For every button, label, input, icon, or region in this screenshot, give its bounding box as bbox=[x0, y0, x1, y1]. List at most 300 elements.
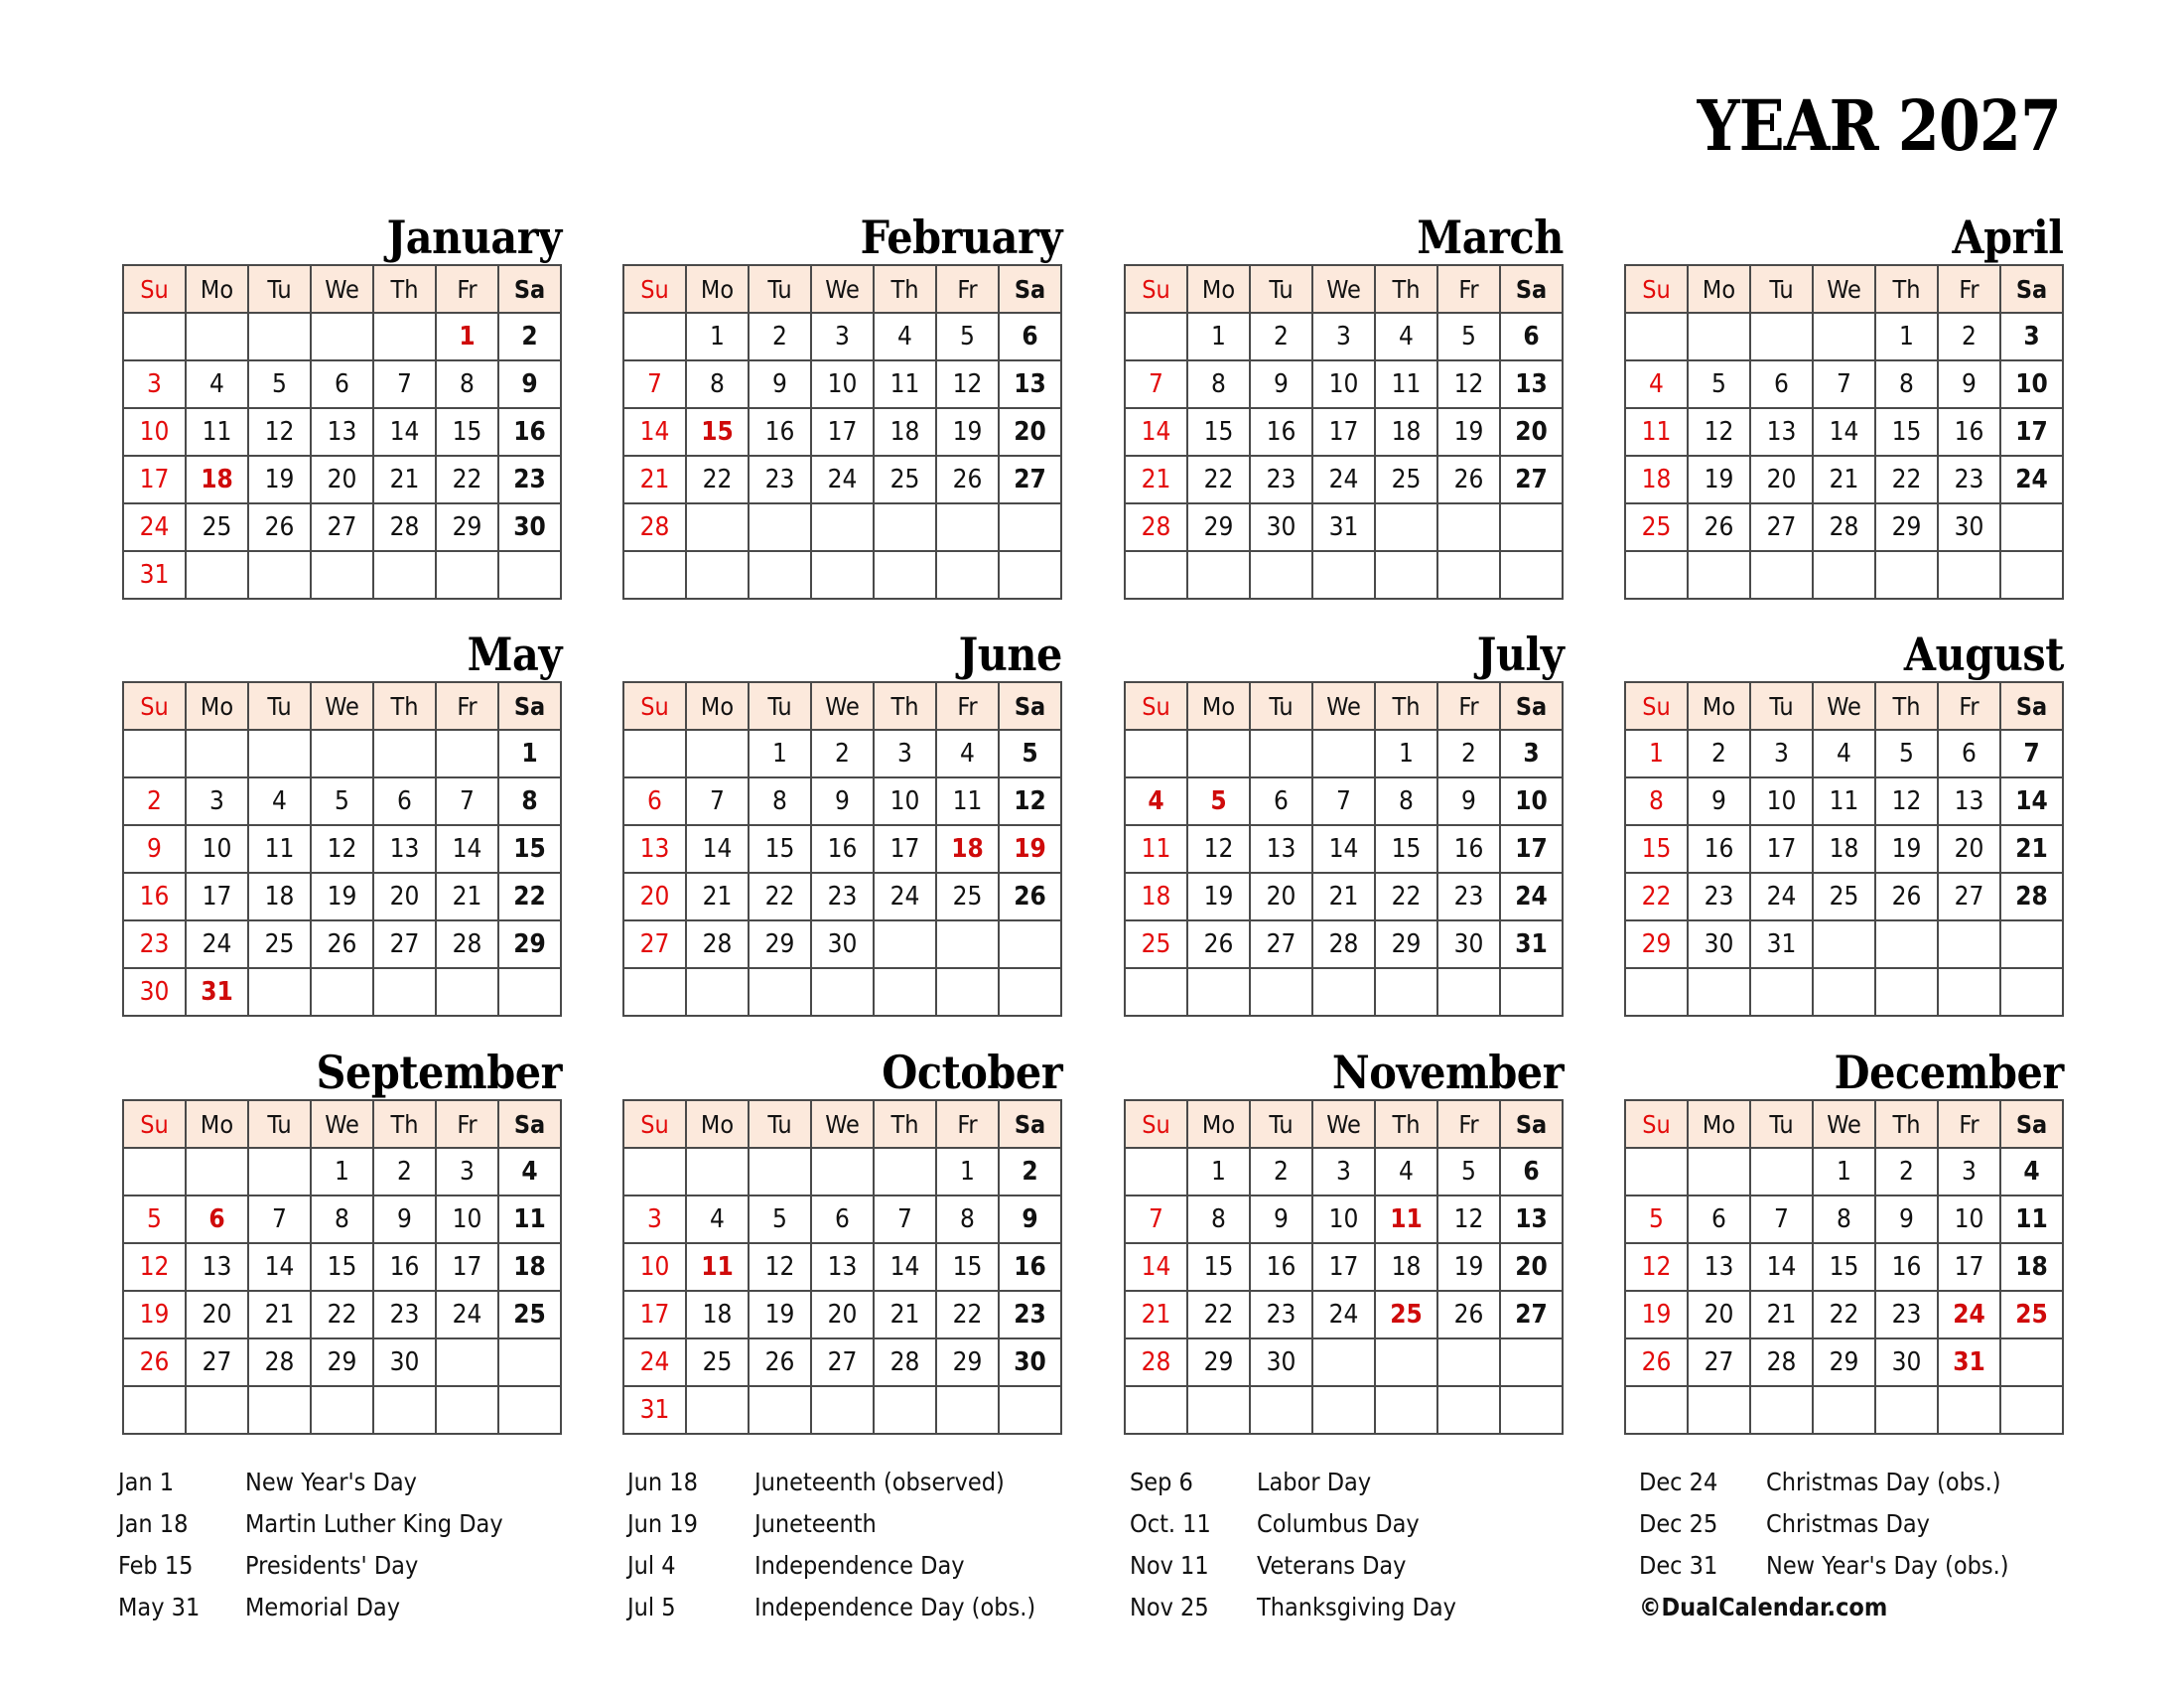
day-cell bbox=[1813, 1386, 1875, 1434]
day-cell: 11 bbox=[874, 360, 936, 408]
day-cell bbox=[1500, 551, 1563, 599]
day-cell: 14 bbox=[1312, 825, 1375, 873]
month-title: June bbox=[958, 628, 1062, 681]
day-cell: 26 bbox=[1875, 873, 1938, 920]
day-cell: 15 bbox=[1875, 408, 1938, 456]
day-cell bbox=[1750, 1148, 1813, 1196]
day-cell bbox=[623, 551, 686, 599]
day-cell: 17 bbox=[436, 1243, 498, 1291]
day-cell: 18 bbox=[874, 408, 936, 456]
day-cell bbox=[248, 730, 311, 777]
weekday-header: Th bbox=[874, 1100, 936, 1148]
day-cell: 19 bbox=[1187, 873, 1250, 920]
day-cell: 4 bbox=[248, 777, 311, 825]
day-cell: 7 bbox=[248, 1196, 311, 1243]
weekday-header: Th bbox=[874, 265, 936, 313]
day-cell: 28 bbox=[623, 503, 686, 551]
day-cell: 21 bbox=[623, 456, 686, 503]
day-cell: 13 bbox=[1688, 1243, 1750, 1291]
day-cell: 17 bbox=[623, 1291, 686, 1338]
day-cell: 14 bbox=[686, 825, 749, 873]
weekday-header: We bbox=[1312, 265, 1375, 313]
day-cell bbox=[123, 730, 186, 777]
day-cell bbox=[1125, 551, 1187, 599]
day-cell bbox=[311, 968, 373, 1016]
weekday-header: Mo bbox=[186, 265, 248, 313]
day-cell bbox=[1938, 1386, 2000, 1434]
day-cell bbox=[1250, 551, 1312, 599]
day-cell: 21 bbox=[1813, 456, 1875, 503]
day-cell: 4 bbox=[186, 360, 248, 408]
day-cell: 12 bbox=[1437, 1196, 1500, 1243]
day-cell: 13 bbox=[811, 1243, 874, 1291]
holiday-name: Independence Day bbox=[754, 1551, 965, 1580]
day-cell: 22 bbox=[749, 873, 811, 920]
day-cell bbox=[2000, 551, 2063, 599]
day-cell: 9 bbox=[1875, 1196, 1938, 1243]
day-cell: 12 bbox=[1875, 777, 1938, 825]
day-cell bbox=[1750, 551, 1813, 599]
week-row bbox=[623, 456, 1061, 503]
day-cell bbox=[186, 551, 248, 599]
day-cell: 30 bbox=[498, 503, 561, 551]
week-row bbox=[123, 920, 561, 968]
day-cell bbox=[874, 920, 936, 968]
day-cell: 15 bbox=[1375, 825, 1437, 873]
day-cell: 2 bbox=[123, 777, 186, 825]
day-cell bbox=[686, 968, 749, 1016]
week-row bbox=[123, 730, 561, 777]
day-cell: 5 bbox=[1875, 730, 1938, 777]
day-cell: 28 bbox=[1813, 503, 1875, 551]
weekday-header: Fr bbox=[436, 265, 498, 313]
day-cell: 11 bbox=[936, 777, 999, 825]
day-cell: 17 bbox=[874, 825, 936, 873]
week-row bbox=[123, 1196, 561, 1243]
weekday-header: We bbox=[811, 682, 874, 730]
day-cell: 2 bbox=[811, 730, 874, 777]
day-cell bbox=[1938, 920, 2000, 968]
day-cell: 13 bbox=[311, 408, 373, 456]
weekday-header: Sa bbox=[498, 1100, 561, 1148]
day-cell bbox=[498, 551, 561, 599]
week-row bbox=[123, 777, 561, 825]
day-cell bbox=[373, 551, 436, 599]
week-row bbox=[1125, 968, 1563, 1016]
day-cell: 29 bbox=[1813, 1338, 1875, 1386]
day-cell: 18 bbox=[2000, 1243, 2063, 1291]
day-cell bbox=[1688, 551, 1750, 599]
day-cell: 2 bbox=[1875, 1148, 1938, 1196]
weekday-header: Sa bbox=[999, 682, 1061, 730]
day-cell bbox=[1312, 730, 1375, 777]
day-cell: 23 bbox=[999, 1291, 1061, 1338]
day-cell bbox=[686, 503, 749, 551]
day-cell: 6 bbox=[999, 313, 1061, 360]
day-cell bbox=[1813, 920, 1875, 968]
day-cell: 6 bbox=[373, 777, 436, 825]
day-cell bbox=[686, 1386, 749, 1434]
day-cell: 24 bbox=[186, 920, 248, 968]
week-row bbox=[623, 873, 1061, 920]
day-cell: 31 bbox=[1500, 920, 1563, 968]
week-row bbox=[623, 777, 1061, 825]
day-cell: 2 bbox=[999, 1148, 1061, 1196]
week-row bbox=[123, 313, 561, 360]
week-row bbox=[623, 1338, 1061, 1386]
weekday-header: Su bbox=[1625, 682, 1688, 730]
day-cell: 22 bbox=[311, 1291, 373, 1338]
weekday-header: Mo bbox=[186, 1100, 248, 1148]
day-cell: 16 bbox=[1437, 825, 1500, 873]
day-cell bbox=[248, 968, 311, 1016]
day-cell bbox=[248, 1148, 311, 1196]
holiday-name: Labor Day bbox=[1257, 1468, 1372, 1496]
day-cell: 15 bbox=[1187, 1243, 1250, 1291]
weekday-header: Fr bbox=[1938, 1100, 2000, 1148]
day-cell: 12 bbox=[311, 825, 373, 873]
weekday-header: We bbox=[811, 1100, 874, 1148]
day-cell: 20 bbox=[1688, 1291, 1750, 1338]
day-cell: 3 bbox=[123, 360, 186, 408]
day-cell: 23 bbox=[373, 1291, 436, 1338]
day-cell: 8 bbox=[936, 1196, 999, 1243]
day-cell: 26 bbox=[1187, 920, 1250, 968]
day-cell: 28 bbox=[874, 1338, 936, 1386]
day-cell bbox=[1688, 1386, 1750, 1434]
day-cell: 8 bbox=[436, 360, 498, 408]
day-cell bbox=[1938, 551, 2000, 599]
week-row bbox=[123, 1386, 561, 1434]
day-cell: 1 bbox=[436, 313, 498, 360]
day-cell: 19 bbox=[1437, 408, 1500, 456]
day-cell: 9 bbox=[498, 360, 561, 408]
day-cell bbox=[1813, 551, 1875, 599]
month-title: March bbox=[1417, 211, 1564, 264]
day-cell: 17 bbox=[1312, 1243, 1375, 1291]
day-cell: 7 bbox=[1125, 360, 1187, 408]
day-cell: 7 bbox=[623, 360, 686, 408]
day-cell: 22 bbox=[1813, 1291, 1875, 1338]
day-cell bbox=[1250, 730, 1312, 777]
day-cell bbox=[311, 1386, 373, 1434]
day-cell: 6 bbox=[1500, 1148, 1563, 1196]
day-cell: 26 bbox=[749, 1338, 811, 1386]
day-cell: 30 bbox=[1688, 920, 1750, 968]
day-cell bbox=[999, 1386, 1061, 1434]
day-cell bbox=[811, 1148, 874, 1196]
day-cell: 2 bbox=[1437, 730, 1500, 777]
holiday-name: New Year's Day (obs.) bbox=[1766, 1551, 2009, 1580]
day-cell: 6 bbox=[1750, 360, 1813, 408]
day-cell: 19 bbox=[1437, 1243, 1500, 1291]
day-cell bbox=[1375, 551, 1437, 599]
day-cell bbox=[1437, 551, 1500, 599]
day-cell: 23 bbox=[1250, 456, 1312, 503]
day-cell: 5 bbox=[311, 777, 373, 825]
day-cell: 23 bbox=[749, 456, 811, 503]
day-cell bbox=[874, 551, 936, 599]
day-cell: 30 bbox=[811, 920, 874, 968]
weekday-header: Mo bbox=[1688, 1100, 1750, 1148]
day-cell bbox=[498, 968, 561, 1016]
weekday-header: Th bbox=[373, 1100, 436, 1148]
day-cell bbox=[311, 313, 373, 360]
holiday-date: Jan 1 bbox=[118, 1468, 175, 1496]
day-cell: 9 bbox=[1250, 1196, 1312, 1243]
day-cell: 16 bbox=[749, 408, 811, 456]
day-cell: 10 bbox=[1938, 1196, 2000, 1243]
day-cell: 25 bbox=[1125, 920, 1187, 968]
day-cell: 23 bbox=[1250, 1291, 1312, 1338]
day-cell bbox=[1875, 968, 1938, 1016]
day-cell bbox=[186, 730, 248, 777]
day-cell: 3 bbox=[1312, 313, 1375, 360]
week-row bbox=[123, 968, 561, 1016]
day-cell: 25 bbox=[498, 1291, 561, 1338]
day-cell bbox=[1312, 1386, 1375, 1434]
week-row bbox=[1125, 873, 1563, 920]
day-cell: 25 bbox=[874, 456, 936, 503]
weekday-header: Su bbox=[623, 265, 686, 313]
day-cell: 9 bbox=[811, 777, 874, 825]
day-cell: 6 bbox=[1500, 313, 1563, 360]
week-row bbox=[1625, 503, 2063, 551]
day-cell bbox=[1375, 503, 1437, 551]
day-cell: 7 bbox=[1813, 360, 1875, 408]
week-row bbox=[123, 503, 561, 551]
day-cell bbox=[186, 1386, 248, 1434]
day-cell: 27 bbox=[1688, 1338, 1750, 1386]
day-cell: 22 bbox=[1875, 456, 1938, 503]
day-cell bbox=[1750, 968, 1813, 1016]
day-cell bbox=[1437, 503, 1500, 551]
day-cell: 11 bbox=[686, 1243, 749, 1291]
holiday-date: Sep 6 bbox=[1130, 1468, 1193, 1496]
day-cell: 29 bbox=[498, 920, 561, 968]
day-cell: 30 bbox=[1875, 1338, 1938, 1386]
day-cell: 31 bbox=[1312, 503, 1375, 551]
day-cell: 23 bbox=[1938, 456, 2000, 503]
day-cell: 5 bbox=[999, 730, 1061, 777]
day-cell: 13 bbox=[999, 360, 1061, 408]
day-cell bbox=[186, 313, 248, 360]
day-cell bbox=[1500, 1338, 1563, 1386]
weekday-header: We bbox=[1813, 682, 1875, 730]
holiday-date: Oct. 11 bbox=[1130, 1509, 1211, 1538]
holiday-date: Nov 11 bbox=[1130, 1551, 1209, 1580]
day-cell: 3 bbox=[1500, 730, 1563, 777]
day-cell bbox=[936, 1386, 999, 1434]
day-cell: 23 bbox=[1688, 873, 1750, 920]
weekday-header: Fr bbox=[1938, 682, 2000, 730]
day-cell: 21 bbox=[373, 456, 436, 503]
holiday-date: May 31 bbox=[118, 1593, 201, 1621]
day-cell: 5 bbox=[1187, 777, 1250, 825]
week-row bbox=[123, 1243, 561, 1291]
week-row bbox=[623, 1291, 1061, 1338]
day-cell: 8 bbox=[1375, 777, 1437, 825]
day-cell: 18 bbox=[1375, 408, 1437, 456]
day-cell: 12 bbox=[1437, 360, 1500, 408]
day-cell: 27 bbox=[623, 920, 686, 968]
weekday-header: Fr bbox=[936, 682, 999, 730]
day-cell: 19 bbox=[1875, 825, 1938, 873]
day-cell: 13 bbox=[1750, 408, 1813, 456]
holiday-date: Jul 4 bbox=[627, 1551, 676, 1580]
day-cell: 22 bbox=[1187, 456, 1250, 503]
day-cell: 21 bbox=[2000, 825, 2063, 873]
day-cell bbox=[874, 1148, 936, 1196]
day-cell bbox=[1500, 503, 1563, 551]
day-cell: 13 bbox=[1500, 1196, 1563, 1243]
week-row bbox=[1625, 1243, 2063, 1291]
day-cell: 29 bbox=[1187, 503, 1250, 551]
week-row bbox=[1625, 456, 2063, 503]
day-cell: 3 bbox=[874, 730, 936, 777]
day-cell bbox=[686, 730, 749, 777]
day-cell: 14 bbox=[2000, 777, 2063, 825]
day-cell: 9 bbox=[1437, 777, 1500, 825]
week-row bbox=[1125, 1291, 1563, 1338]
day-cell: 19 bbox=[1625, 1291, 1688, 1338]
copyright-text: ©DualCalendar.com bbox=[1639, 1593, 1888, 1621]
day-cell: 31 bbox=[623, 1386, 686, 1434]
day-cell bbox=[811, 968, 874, 1016]
week-row bbox=[123, 1148, 561, 1196]
day-cell: 2 bbox=[1938, 313, 2000, 360]
day-cell: 29 bbox=[1625, 920, 1688, 968]
day-cell: 7 bbox=[874, 1196, 936, 1243]
day-cell bbox=[1125, 1148, 1187, 1196]
day-cell: 23 bbox=[123, 920, 186, 968]
day-cell: 19 bbox=[123, 1291, 186, 1338]
day-cell: 25 bbox=[936, 873, 999, 920]
weekday-header: We bbox=[311, 1100, 373, 1148]
day-cell: 30 bbox=[123, 968, 186, 1016]
day-cell: 27 bbox=[999, 456, 1061, 503]
holiday-date: Jul 5 bbox=[627, 1593, 676, 1621]
day-cell: 20 bbox=[811, 1291, 874, 1338]
day-cell bbox=[436, 1386, 498, 1434]
day-cell: 18 bbox=[1375, 1243, 1437, 1291]
day-cell bbox=[1375, 1386, 1437, 1434]
day-cell bbox=[936, 920, 999, 968]
weekday-header: Sa bbox=[2000, 1100, 2063, 1148]
day-cell: 16 bbox=[123, 873, 186, 920]
day-cell bbox=[248, 1386, 311, 1434]
day-cell: 24 bbox=[436, 1291, 498, 1338]
day-cell: 24 bbox=[1312, 456, 1375, 503]
day-cell: 22 bbox=[498, 873, 561, 920]
day-cell: 14 bbox=[373, 408, 436, 456]
day-cell: 8 bbox=[498, 777, 561, 825]
day-cell: 6 bbox=[186, 1196, 248, 1243]
day-cell bbox=[1500, 968, 1563, 1016]
day-cell: 15 bbox=[936, 1243, 999, 1291]
day-cell: 18 bbox=[498, 1243, 561, 1291]
day-cell bbox=[1250, 1386, 1312, 1434]
holiday-date: Jun 19 bbox=[627, 1509, 698, 1538]
day-cell: 9 bbox=[999, 1196, 1061, 1243]
day-cell: 16 bbox=[498, 408, 561, 456]
day-cell: 10 bbox=[436, 1196, 498, 1243]
holiday-date: Jan 18 bbox=[118, 1509, 189, 1538]
week-row bbox=[123, 551, 561, 599]
month-table bbox=[1624, 1099, 2064, 1435]
holiday-date: Nov 25 bbox=[1130, 1593, 1209, 1621]
month-title: July bbox=[1476, 628, 1564, 681]
week-row bbox=[123, 1338, 561, 1386]
day-cell: 1 bbox=[686, 313, 749, 360]
weekday-header: Th bbox=[1875, 682, 1938, 730]
day-cell: 16 bbox=[1250, 1243, 1312, 1291]
holiday-name: New Year's Day bbox=[245, 1468, 417, 1496]
day-cell: 15 bbox=[1187, 408, 1250, 456]
day-cell: 27 bbox=[186, 1338, 248, 1386]
week-row bbox=[123, 408, 561, 456]
day-cell bbox=[498, 1386, 561, 1434]
day-cell: 24 bbox=[1750, 873, 1813, 920]
day-cell: 4 bbox=[1625, 360, 1688, 408]
day-cell: 2 bbox=[498, 313, 561, 360]
week-row bbox=[123, 873, 561, 920]
day-cell bbox=[1437, 1338, 1500, 1386]
day-cell: 25 bbox=[1375, 1291, 1437, 1338]
month-table bbox=[1124, 681, 1564, 1017]
day-cell bbox=[1688, 1148, 1750, 1196]
day-cell: 15 bbox=[1625, 825, 1688, 873]
day-cell: 2 bbox=[1688, 730, 1750, 777]
day-cell bbox=[1688, 968, 1750, 1016]
holiday-name: Columbus Day bbox=[1257, 1509, 1420, 1538]
weekday-header: Th bbox=[1875, 265, 1938, 313]
day-cell: 8 bbox=[1813, 1196, 1875, 1243]
day-cell: 26 bbox=[1625, 1338, 1688, 1386]
day-cell: 27 bbox=[311, 503, 373, 551]
week-row bbox=[1125, 1338, 1563, 1386]
day-cell: 17 bbox=[186, 873, 248, 920]
day-cell: 28 bbox=[373, 503, 436, 551]
day-cell: 10 bbox=[2000, 360, 2063, 408]
day-cell: 5 bbox=[1625, 1196, 1688, 1243]
month-title: December bbox=[1834, 1046, 2064, 1099]
day-cell: 21 bbox=[248, 1291, 311, 1338]
day-cell: 24 bbox=[811, 456, 874, 503]
holiday-name: Christmas Day bbox=[1766, 1509, 1930, 1538]
day-cell: 29 bbox=[1375, 920, 1437, 968]
day-cell: 7 bbox=[1750, 1196, 1813, 1243]
day-cell: 27 bbox=[373, 920, 436, 968]
day-cell: 14 bbox=[436, 825, 498, 873]
day-cell: 19 bbox=[311, 873, 373, 920]
day-cell bbox=[1875, 920, 1938, 968]
month-table bbox=[1624, 681, 2064, 1017]
day-cell: 24 bbox=[1500, 873, 1563, 920]
day-cell: 16 bbox=[999, 1243, 1061, 1291]
day-cell: 7 bbox=[2000, 730, 2063, 777]
weekday-header: We bbox=[1312, 1100, 1375, 1148]
holiday-date: Jun 18 bbox=[627, 1468, 698, 1496]
week-row bbox=[1625, 1291, 2063, 1338]
day-cell: 25 bbox=[1813, 873, 1875, 920]
day-cell: 30 bbox=[1250, 1338, 1312, 1386]
week-row bbox=[1125, 1148, 1563, 1196]
week-row bbox=[1125, 1196, 1563, 1243]
week-row bbox=[1625, 1148, 2063, 1196]
day-cell: 16 bbox=[373, 1243, 436, 1291]
day-cell: 14 bbox=[1125, 1243, 1187, 1291]
